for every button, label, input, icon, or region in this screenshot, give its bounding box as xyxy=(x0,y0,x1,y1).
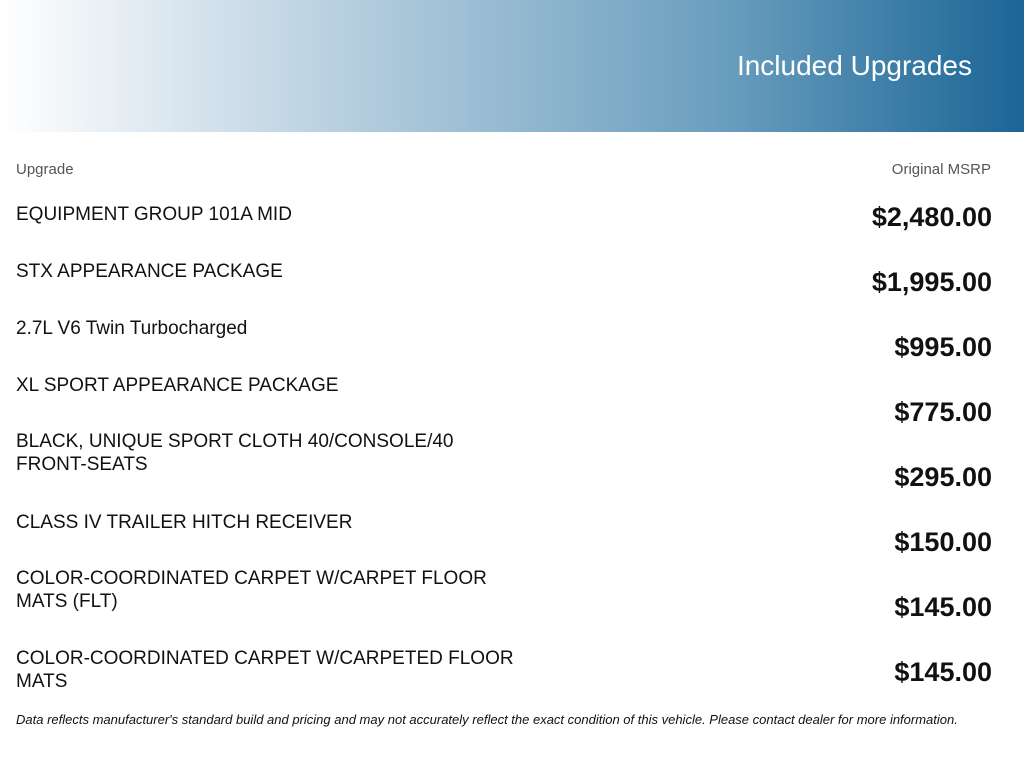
disclaimer: Data reflects manufacturer's standard build and pricing and may not accurately reflect the exact condition of this vehicle. Please contact dealer for more information. xyxy=(16,712,958,727)
upgrade-name: BLACK, UNIQUE SPORT CLOTH 40/CONSOLE/40 FRONT-SEATS xyxy=(16,431,454,475)
upgrade-name: COLOR-COORDINATED CARPET W/CARPETED FLOOR MATS xyxy=(16,648,514,692)
column-header-msrp: Original MSRP xyxy=(891,161,991,178)
upgrade-name: STX APPEARANCE PACKAGE xyxy=(16,261,283,282)
upgrade-name: XL SPORT APPEARANCE PACKAGE xyxy=(16,375,339,396)
upgrade-price: $145.00 xyxy=(894,592,992,622)
upgrade-price: $775.00 xyxy=(894,397,992,427)
upgrade-price: $150.00 xyxy=(894,527,992,557)
upgrade-price: $295.00 xyxy=(894,462,992,492)
upgrade-name: 2.7L V6 Twin Turbocharged xyxy=(16,318,248,339)
header-banner xyxy=(0,0,1024,132)
upgrade-name: EQUIPMENT GROUP 101A MID xyxy=(16,204,292,225)
column-header-upgrade: Upgrade xyxy=(16,161,74,178)
upgrade-price: $145.00 xyxy=(894,657,992,687)
upgrade-price: $2,480.00 xyxy=(871,202,992,232)
upgrade-name: CLASS IV TRAILER HITCH RECEIVER xyxy=(16,512,353,533)
upgrade-price: $995.00 xyxy=(894,332,992,362)
upgrade-price: $1,995.00 xyxy=(871,267,992,297)
page-title: Included Upgrades xyxy=(736,50,972,81)
upgrade-name: COLOR-COORDINATED CARPET W/CARPET FLOOR MATS (FLT) xyxy=(16,568,487,612)
